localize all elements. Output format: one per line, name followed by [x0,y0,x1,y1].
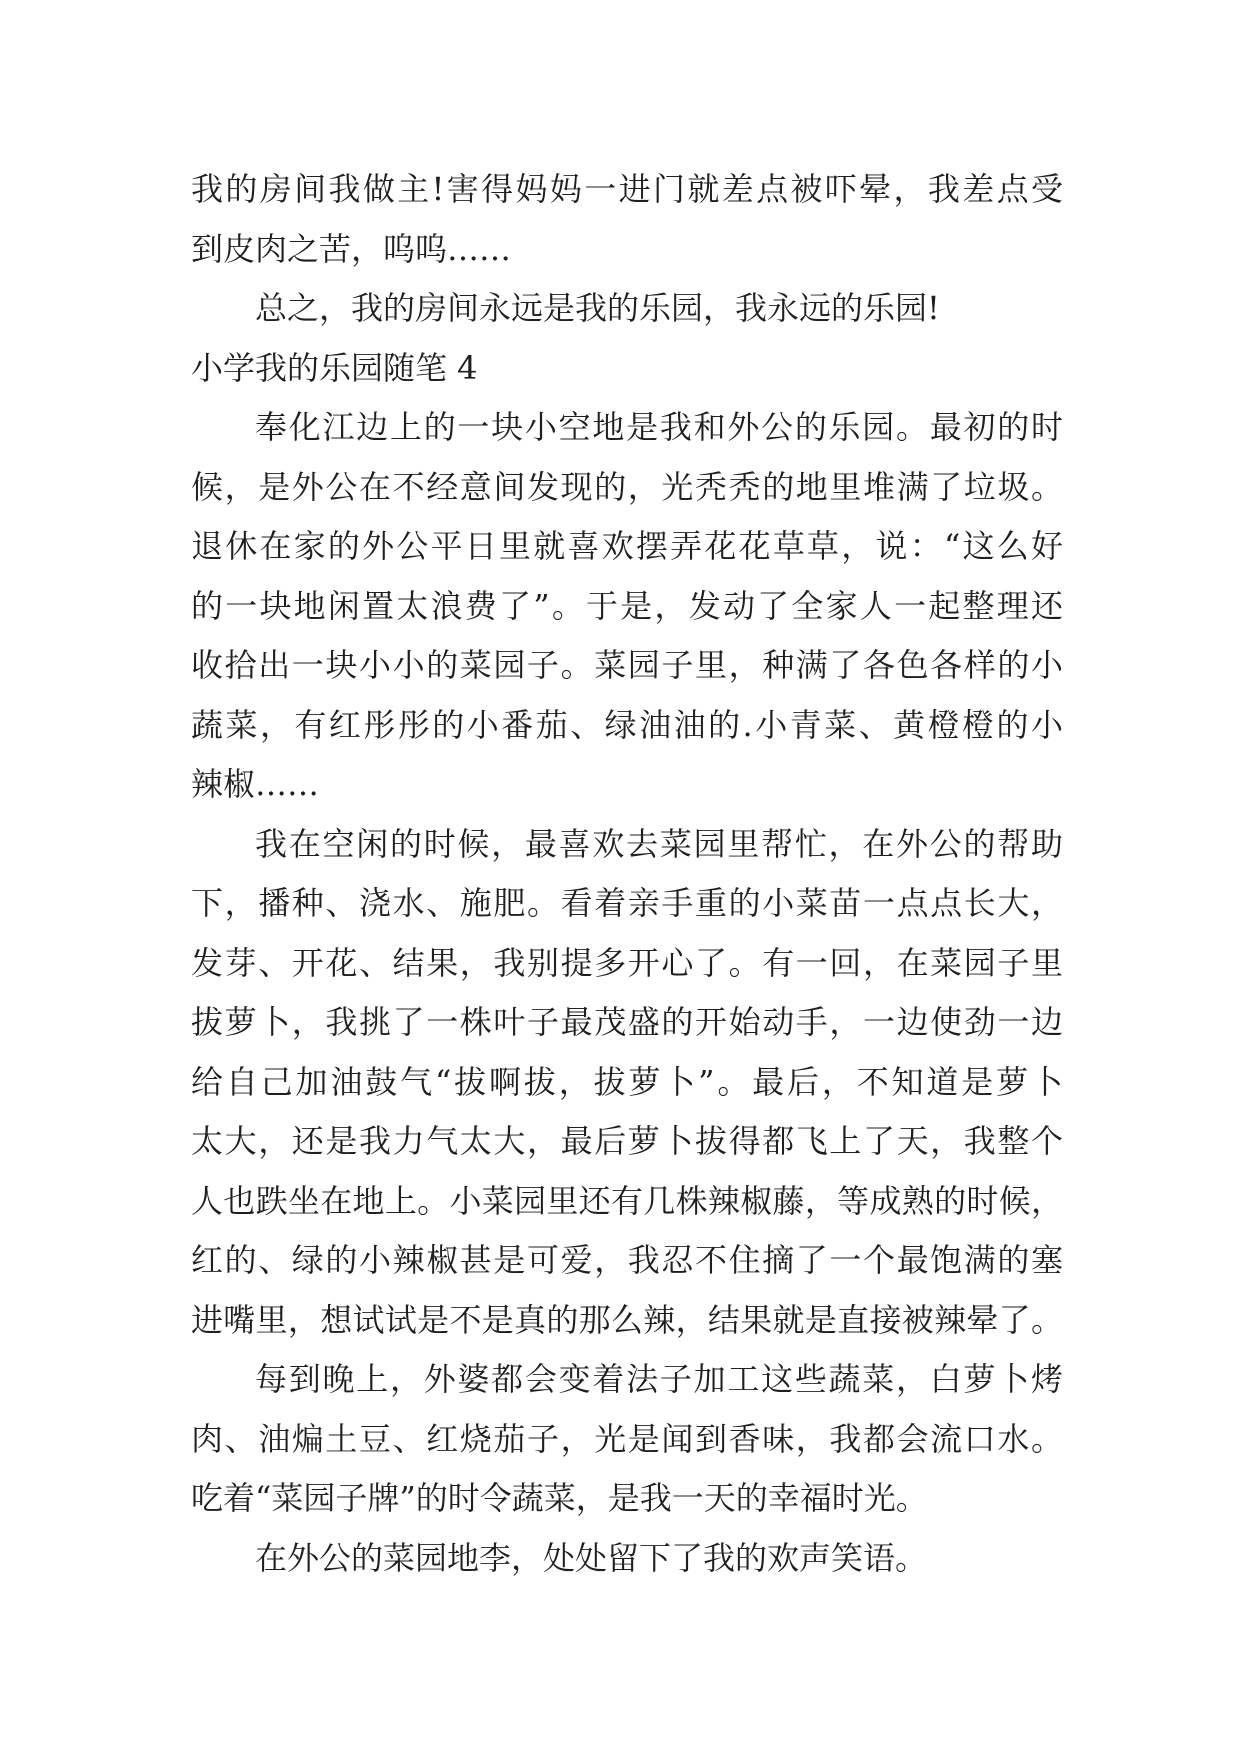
essay-body [191,160,1063,1588]
text-line: 候，是外公在不经意间发现的，光秃秃的地里堆满了垃圾。 [191,467,1063,506]
text-line: 蔬菜，有红彤彤的小番茄、绿油油的.小青菜、黄橙橙的小 [191,705,1063,744]
text-line: 辣椒…… [191,765,320,803]
text-line: 到皮肉之苦，呜呜…… [191,229,512,268]
text-line: 发芽、开花、结果，我别提多开心了。有一回，在菜园子里 [191,943,1063,982]
text-line: 总之，我的房间永远是我的乐园，我永远的乐园! [255,289,940,327]
text-line: 每到晚上，外婆都会变着法子加工这些蔬菜，白萝卜烤 [255,1360,1063,1398]
text-line: 进嘴里，想试试是不是真的那么辣，结果就是直接被辣晕了。 [191,1300,1063,1339]
text-line: 我在空闲的时候，最喜欢去菜园里帮忙，在外公的帮助 [255,824,1063,863]
text-line: 下，播种、浇水、施肥。看着亲手重的小菜苗一点点长大， [191,884,1063,922]
text-line: 奉化江边上的一块小空地是我和外公的乐园。最初的时 [255,408,1063,446]
text-line: 人也跌坐在地上。小菜园里还有几株辣椒藤，等成熟的时候， [191,1181,1063,1220]
text-line: 吃着“菜园子牌”的时令蔬菜，是我一天的幸福时光。 [191,1479,928,1517]
text-line: 肉、油煸土豆、红烧茄子，光是闻到香味，我都会流口水。 [191,1419,1063,1458]
text-line: 退休在家的外公平日里就喜欢摆弄花花草草，说：“这么好 [191,527,1063,565]
text-line: 在外公的菜园地李，处处留下了我的欢声笑语。 [255,1538,928,1577]
text-line: 我的房间我做主!害得妈妈一进门就差点被吓晕，我差点受 [191,170,1063,208]
text-line: 拔萝卜，我挑了一株叶子最茂盛的开始动手，一边使劲一边 [191,1003,1063,1041]
text-line: 收拾出一块小小的菜园子。菜园子里，种满了各色各样的小 [191,646,1063,684]
text-line: 太大，还是我力气太大，最后萝卜拔得都飞上了天，我整个 [191,1122,1063,1160]
section-heading: 小学我的乐园随笔 4 [191,348,478,387]
text-line: 给自己加油鼓气“拔啊拔，拔萝卜”。最后，不知道是萝卜 [191,1062,1063,1101]
text-line: 的一块地闲置太浪费了”。于是，发动了全家人一起整理还 [191,586,1063,625]
text-line: 红的、绿的小辣椒甚是可爱，我忍不住摘了一个最饱满的塞 [191,1241,1063,1279]
